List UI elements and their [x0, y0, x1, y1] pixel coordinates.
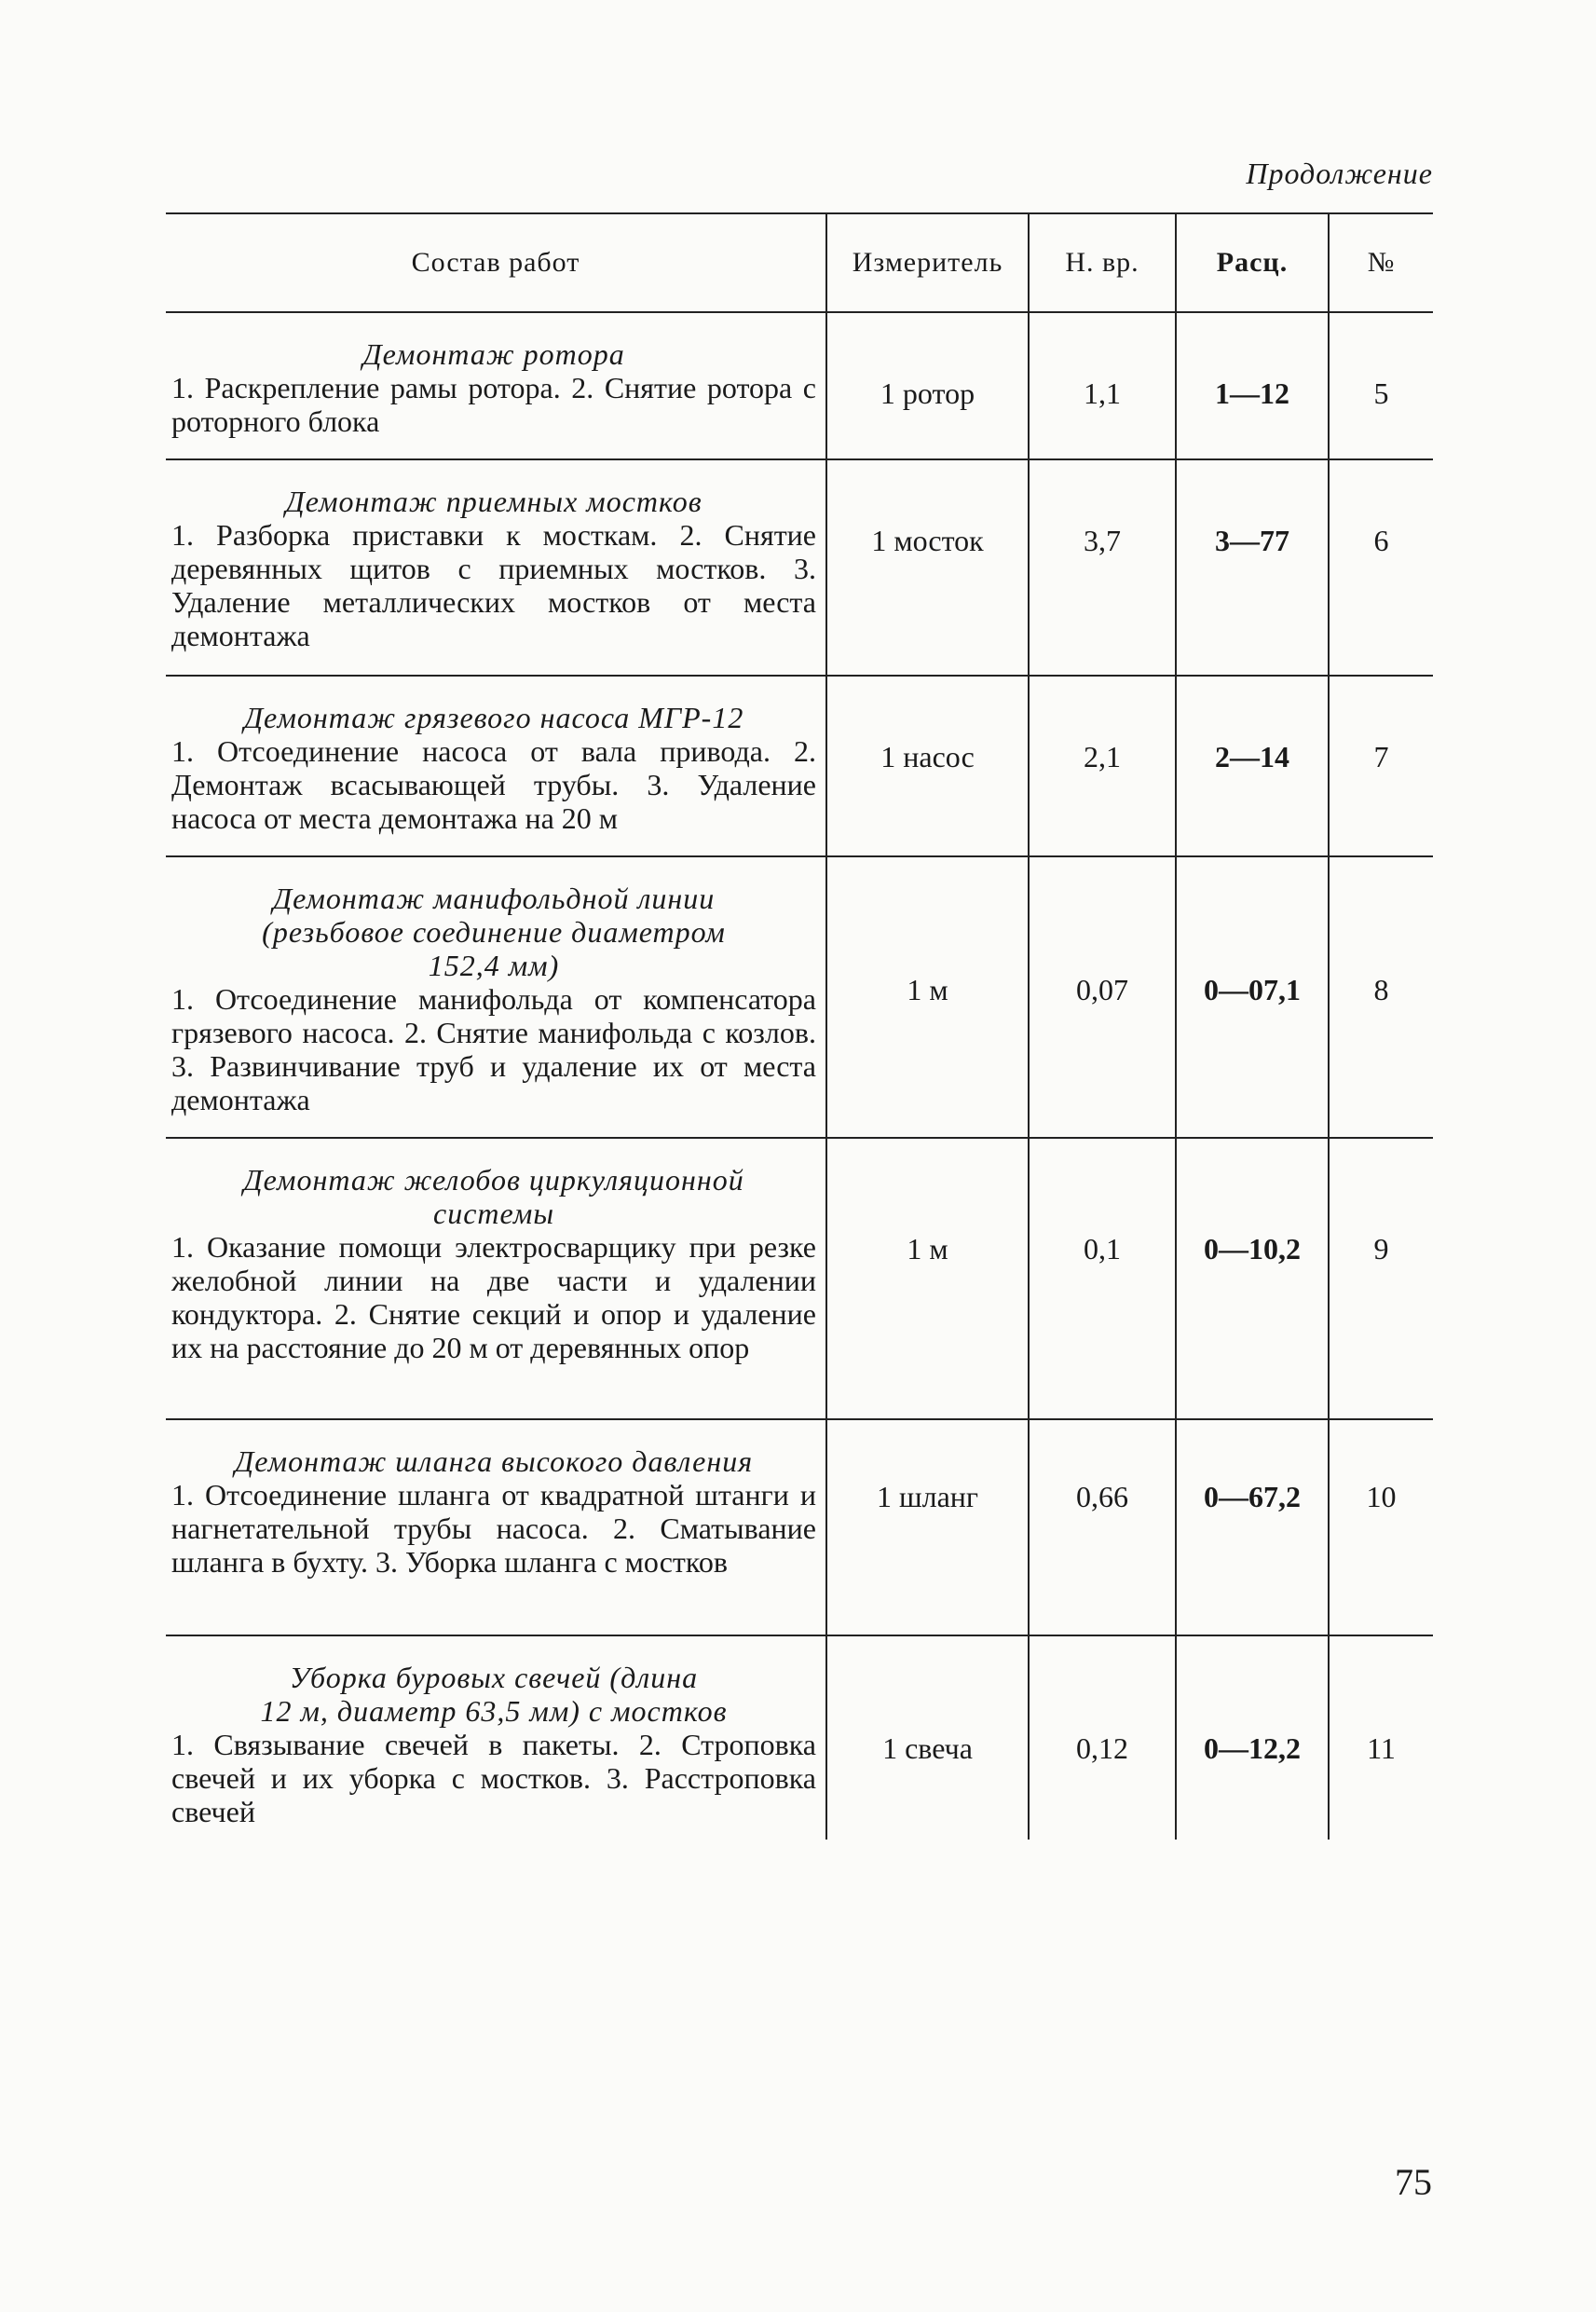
work-cell [166, 1138, 826, 1419]
unit-cell: 1 мосток [826, 459, 1029, 676]
rate-cell: 2—14 [1176, 676, 1329, 856]
num-cell: 9 [1329, 1138, 1433, 1419]
table-row [166, 856, 1433, 1138]
rate-cell: 0—12,2 [1176, 1635, 1329, 1840]
time-cell: 2,1 [1029, 676, 1176, 856]
work-cell [166, 312, 826, 459]
rate-cell: 0—67,2 [1176, 1419, 1329, 1635]
work-description: 1. Разборка приставки к мосткам. 2. Снятие деревянных щитов с приемных мостков. 3. Удаление металлических мостков от места демонтажа [171, 518, 816, 652]
rate-cell: 1—12 [1176, 312, 1329, 459]
work-cell [166, 459, 826, 676]
num-cell: 11 [1329, 1635, 1433, 1840]
work-description: 1. Оказание помощи электросварщику при резке желобной линии на две части и удалении кондуктора. 2. Снятие секций и опор и удаление их на расстояние до 20 м от деревянных опор [171, 1230, 816, 1364]
header-unit: Измеритель [826, 213, 1029, 312]
header-rate: Расц. [1176, 213, 1329, 312]
table-row [166, 459, 1433, 676]
work-cell [166, 1419, 826, 1635]
unit-cell: 1 шланг [826, 1419, 1029, 1635]
table-row [166, 1138, 1433, 1419]
unit-cell: 1 свеча [826, 1635, 1029, 1840]
time-cell: 0,12 [1029, 1635, 1176, 1840]
work-title: Демонтаж шланга высокого давления [234, 1444, 754, 1478]
work-title: Демонтаж ротора [362, 337, 625, 371]
rate-cell: 0—07,1 [1176, 856, 1329, 1138]
table-row [166, 312, 1433, 459]
table-row [166, 1635, 1433, 1840]
header-work: Состав работ [166, 213, 826, 312]
unit-cell: 1 насос [826, 676, 1029, 856]
header-num: № [1329, 213, 1433, 312]
work-title: Уборка буровых свечей (длина 12 м, диаметр 63,5 мм) с мостков [260, 1661, 728, 1728]
work-title: Демонтаж желобов циркуляционной системы [243, 1163, 744, 1230]
rate-cell: 3—77 [1176, 459, 1329, 676]
continued-label: Продолжение [1246, 157, 1433, 190]
work-description: 1. Связывание свечей в пакеты. 2. Строповка свечей и их уборка с мостков. 3. Расстроповка свечей [171, 1728, 816, 1828]
table-header-row [166, 213, 1433, 312]
num-cell: 6 [1329, 459, 1433, 676]
time-cell: 3,7 [1029, 459, 1176, 676]
num-cell: 8 [1329, 856, 1433, 1138]
unit-cell: 1 м [826, 856, 1029, 1138]
time-cell: 0,07 [1029, 856, 1176, 1138]
work-description: 1. Отсоединение насоса от вала привода. 2. Демонтаж всасывающей трубы. 3. Удаление насоса от места демонтажа на 20 м [171, 734, 816, 835]
time-cell: 0,1 [1029, 1138, 1176, 1419]
work-title: Демонтаж манифольдной линии (резьбовое соединение диаметром 152,4 мм) [262, 882, 726, 982]
work-cell [166, 1635, 826, 1840]
unit-cell: 1 м [826, 1138, 1029, 1419]
rate-cell: 0—10,2 [1176, 1138, 1329, 1419]
table-row [166, 676, 1433, 856]
work-title: Демонтаж грязевого насоса МГР-12 [243, 701, 744, 734]
work-norms-table [166, 212, 1433, 1840]
num-cell: 5 [1329, 312, 1433, 459]
num-cell: 10 [1329, 1419, 1433, 1635]
page-number: 75 [1395, 2161, 1432, 2203]
work-description: 1. Отсоединение шланга от квадратной штанги и нагнетательной трубы насоса. 2. Сматывание шланга в бухту. 3. Уборка шланга с мостков [171, 1478, 816, 1579]
header-time: Н. вр. [1029, 213, 1176, 312]
work-cell [166, 676, 826, 856]
work-title: Демонтаж приемных мостков [285, 485, 703, 518]
num-cell: 7 [1329, 676, 1433, 856]
work-cell [166, 856, 826, 1138]
time-cell: 1,1 [1029, 312, 1176, 459]
work-description: 1. Отсоединение манифольда от компенсатора грязевого насоса. 2. Снятие манифольда с козлов. 3. Развинчивание труб и удаление их от места демонтажа [171, 982, 816, 1116]
work-description: 1. Раскрепление рамы ротора. 2. Снятие ротора с роторного блока [171, 371, 816, 438]
table-row [166, 1419, 1433, 1635]
time-cell: 0,66 [1029, 1419, 1176, 1635]
unit-cell: 1 ротор [826, 312, 1029, 459]
